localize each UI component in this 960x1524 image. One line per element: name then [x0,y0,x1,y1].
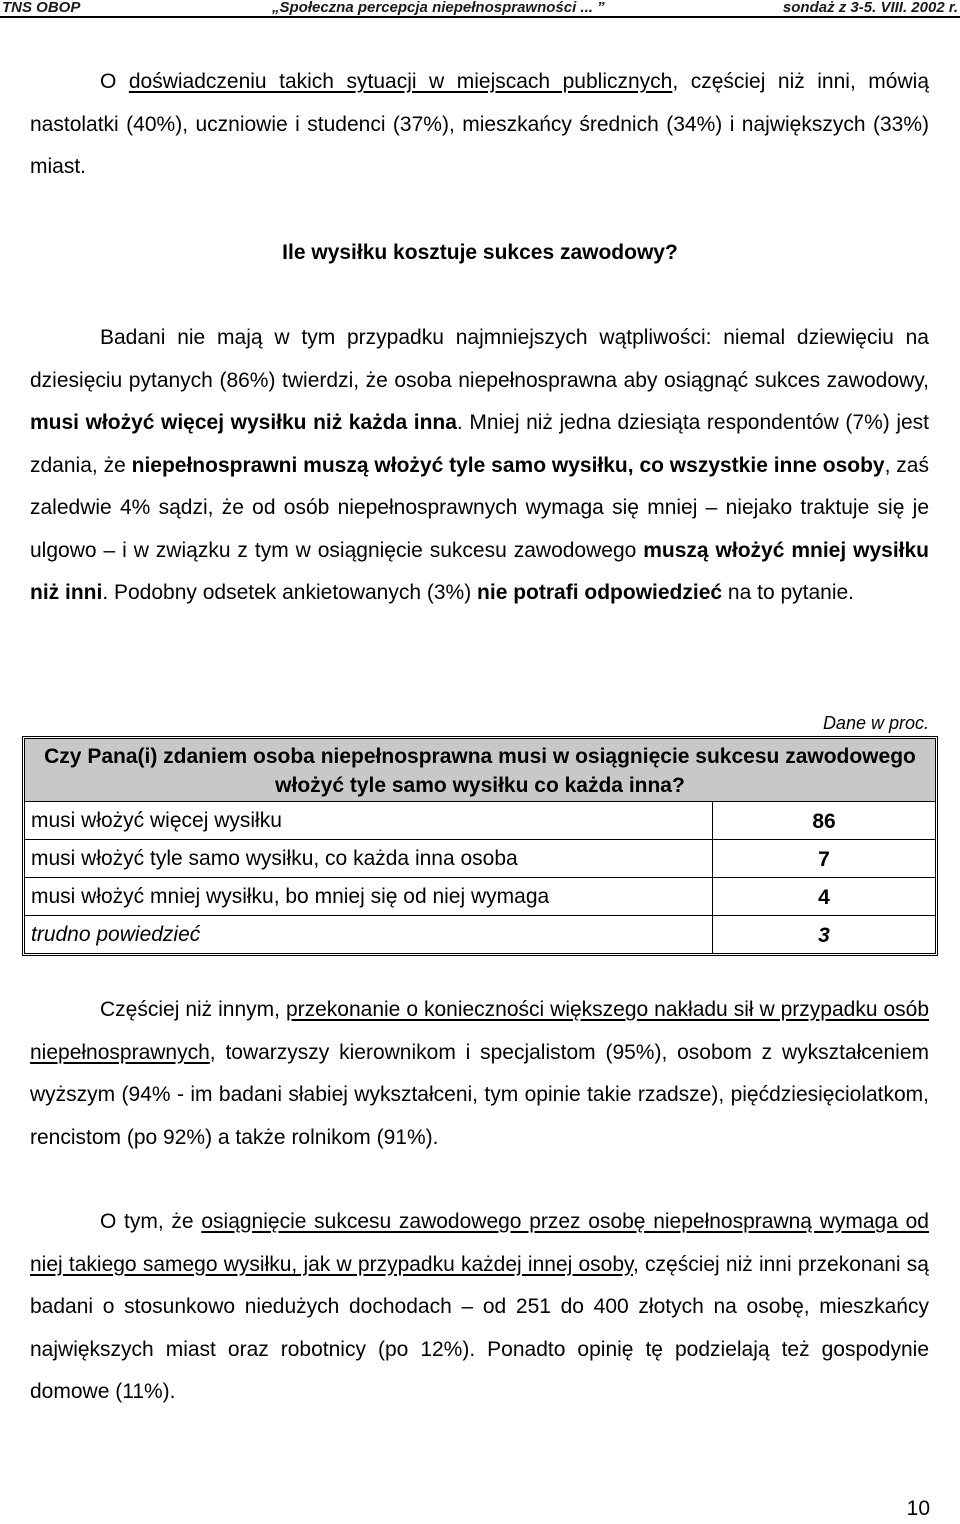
underlined-phrase: osiągnięcie sukcesu zawodowego przez osobę niepełnosprawną wymaga od niej takiego samego wysiłku, jak w przypadku każdej innej osoby [30,1210,929,1276]
row-value: 86 [812,810,836,833]
row-label: musi włożyć więcej wysiłku [25,802,713,839]
underlined-phrase: przekonanie o konieczności większego nakładu sił w przypadku osób niepełnosprawnych [30,998,930,1064]
paragraph-effort: Badani nie mają w tym przypadku najmniejszych wątpliwości: niemal dziewięciu na dziesięciu pytanych (86%) twierdzi, że osoba niepełnosprawna aby osiągnąć sukces zawodowy, musi włożyć więcej wysiłku niż każda inna. Mniej niż jedna dziesiąta respondentów (7%) jest zdania, że niepełnosprawni muszą włożyć tyle samo wysiłku, co wszystkie inne osoby, zaś zaledwie 4% sądzi, że od osób niepełnosprawnych wymaga się mniej – niejako traktuje się je ulgowo – i w związku z tym w osiągnięcie sukcesu zawodowego muszą włożyć mniej wysiłku niż inni. Podobny odsetek ankietowanych (3%) nie potrafi odpowiedzieć na to pytanie. [30,326,929,604]
table-row [25,878,935,916]
header-source: TNS OBOP [2,0,81,16]
row-label: musi włożyć tyle samo wysiłku, co każda inna osoba [25,840,713,877]
header-survey-date: sondaż z 3-5. VIII. 2002 r. [782,0,958,16]
header-report-title: „Społeczna percepcja niepełnosprawności ... ” [272,0,605,16]
survey-results-table [22,736,938,956]
table-row [25,916,935,953]
table-question: Czy Pana(i) zdaniem osoba niepełnosprawna musi w osiągnięcie sukcesu zawodowego włożyć tyle samo wysiłku co każda inna? [25,739,935,802]
table-row [25,840,935,878]
row-value: 4 [818,886,830,909]
page-header [0,0,960,18]
bold-phrase: muszą włożyć mniej wysiłku niż inni [30,538,929,604]
section-heading: Ile wysiłku kosztuje sukces zawodowy? [282,241,678,264]
data-unit-note: Dane w proc. [822,713,929,733]
row-label: musi włożyć mniej wysiłku, bo mniej się od niej wymaga [25,878,713,915]
row-value: 3 [818,924,830,947]
bold-phrase: musi włożyć więcej wysiłku niż każda inna [30,411,457,434]
table-row [25,802,935,840]
paragraph-same-effort-groups: O tym, że osiągnięcie sukcesu zawodowego przez osobę niepełnosprawną wymaga od niej takiego samego wysiłku, jak w przypadku każdej innej osoby, częściej niż inni przekonani są badani o stosunkowo niedużych dochodach – od 251 do 400 złotych na osobę, mieszkańcy największych miast oraz robotnicy (po 12%). Ponadto opinię tę podzielają też gospodynie domowe (11%). [30,1210,929,1403]
bold-phrase: nie potrafi odpowiedzieć [477,581,723,604]
page-number: 10 [906,1497,930,1520]
paragraph-more-effort-groups: Częściej niż innym, przekonanie o konieczności większego nakładu sił w przypadku osób niepełnosprawnych, towarzyszy kierownikom i specjalistom (95%), osobom z wykształceniem wyższym (94% - im badani słabiej wykształceni, tym opinie takie rzadsze), pięćdziesięciolatkom, rencistom (po 92%) a także rolnikom (91%). [30,998,930,1149]
paragraph-public-places: O doświadczeniu takich sytuacji w miejscach publicznych, częściej niż inni, mówią nastolatki (40%), uczniowie i studenci (37%), mieszkańcy średnich (34%) i największych (33%) miast. [30,70,929,178]
row-value: 7 [818,848,830,871]
bold-phrase: niepełnosprawni muszą włożyć tyle samo wysiłku, co wszystkie inne osoby [131,453,885,477]
row-label: trudno powiedzieć [25,916,713,953]
underlined-phrase: doświadczeniu takich sytuacji w miejscach publicznych [128,70,673,93]
